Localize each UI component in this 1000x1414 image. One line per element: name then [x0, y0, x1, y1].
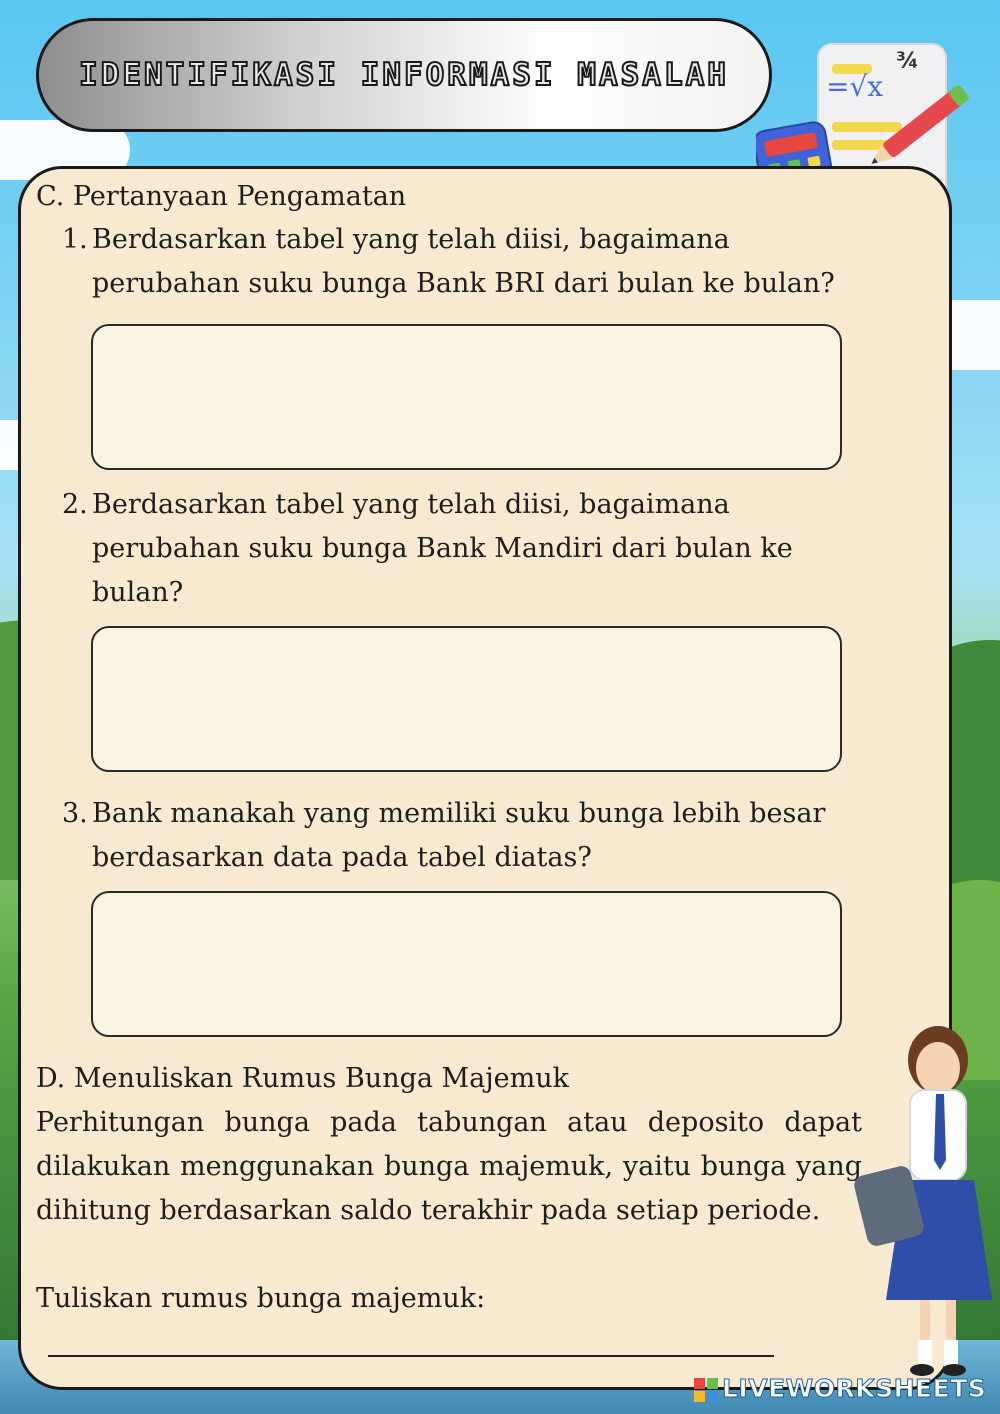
question-1-number: 1.	[62, 224, 88, 255]
section-d-heading: D. Menuliskan Rumus Bunga Majemuk	[36, 1063, 569, 1094]
answer-box-2[interactable]	[91, 626, 842, 772]
section-c-heading: C. Pertanyaan Pengamatan	[36, 181, 407, 212]
question-3-text: Bank manakah yang memiliki suku bunga lebih besar berdasarkan data pada tabel diatas?	[92, 798, 826, 873]
section-d-paragraph: Perhitungan bunga pada tabungan atau deposito dapat dilakukan menggunakan bunga majemuk, yaitu bunga yang dihitung berdasarkan saldo terakhir pada setiap periode.	[36, 1107, 862, 1226]
formula-answer-line[interactable]	[48, 1355, 774, 1357]
question-1-text: Berdasarkan tabel yang telah diisi, bagaimana perubahan suku bunga Bank BRI dari bulan ke bulan?	[92, 224, 835, 299]
question-3-number: 3.	[62, 798, 88, 829]
page-title: IDENTIFIKASI INFORMASI MASALAH	[79, 57, 729, 93]
student-illustration	[850, 1020, 1000, 1380]
formula-prompt: Tuliskan rumus bunga majemuk:	[36, 1283, 486, 1314]
answer-box-1[interactable]	[91, 324, 842, 470]
root-label: =√x	[826, 70, 884, 103]
answer-box-3[interactable]	[91, 891, 842, 1037]
question-2-text: Berdasarkan tabel yang telah diisi, bagaimana perubahan suku bunga Bank Mandiri dari bulan ke bulan?	[92, 489, 793, 608]
title-banner	[36, 18, 772, 132]
liveworksheets-watermark: LIVEWORKSHEETS	[722, 1374, 987, 1403]
question-2-number: 2.	[62, 489, 88, 520]
fraction-label: ¾	[896, 49, 919, 74]
liveworksheets-logo-icon	[694, 1378, 718, 1402]
